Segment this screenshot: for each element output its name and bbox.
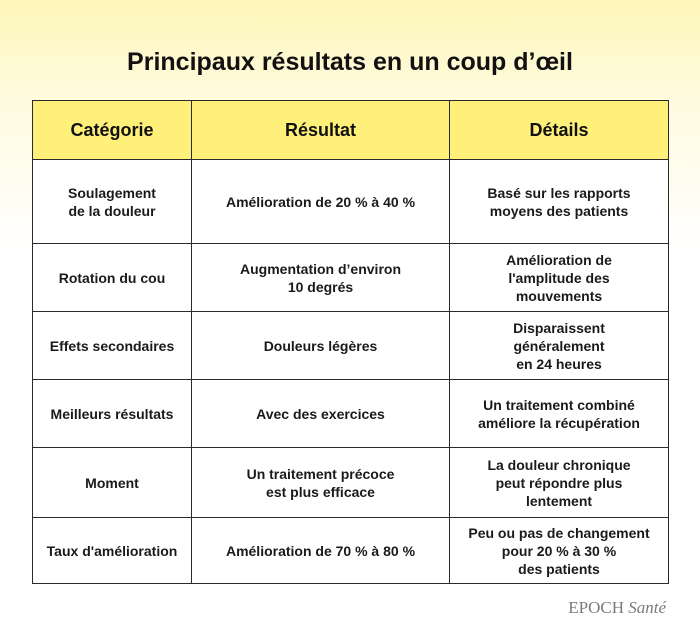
results-table bbox=[32, 100, 669, 584]
cell-details: Amélioration de l'amplitude des mouvements bbox=[450, 244, 669, 312]
credit-brand: EPOCH bbox=[568, 598, 624, 617]
cell-result: Amélioration de 70 % à 80 % bbox=[192, 518, 450, 584]
cell-details: La douleur chronique peut répondre plus lentement bbox=[450, 448, 669, 518]
cell-result: Avec des exercices bbox=[192, 380, 450, 448]
header-category: Catégorie bbox=[33, 101, 192, 160]
cell-category: Rotation du cou bbox=[33, 244, 192, 312]
cell-category: Meilleurs résultats bbox=[33, 380, 192, 448]
table-row bbox=[33, 244, 669, 312]
cell-category: Soulagement de la douleur bbox=[33, 160, 192, 244]
table-row bbox=[33, 518, 669, 584]
cell-result: Augmentation d’environ 10 degrés bbox=[192, 244, 450, 312]
source-credit bbox=[568, 598, 666, 618]
header-result: Résultat bbox=[192, 101, 450, 160]
cell-details: Basé sur les rapports moyens des patients bbox=[450, 160, 669, 244]
cell-result: Amélioration de 20 % à 40 % bbox=[192, 160, 450, 244]
cell-result: Douleurs légères bbox=[192, 312, 450, 380]
table-row bbox=[33, 380, 669, 448]
cell-category: Effets secondaires bbox=[33, 312, 192, 380]
cell-category: Moment bbox=[33, 448, 192, 518]
cell-details: Peu ou pas de changement pour 20 % à 30 % des patients bbox=[450, 518, 669, 584]
table-row bbox=[33, 160, 669, 244]
header-details: Détails bbox=[450, 101, 669, 160]
cell-category: Taux d'amélioration bbox=[33, 518, 192, 584]
cell-result: Un traitement précoce est plus efficace bbox=[192, 448, 450, 518]
cell-details: Disparaissent généralement en 24 heures bbox=[450, 312, 669, 380]
table-row bbox=[33, 448, 669, 518]
table-row bbox=[33, 312, 669, 380]
credit-section: Santé bbox=[628, 598, 666, 617]
cell-details: Un traitement combiné améliore la récupération bbox=[450, 380, 669, 448]
table-header-row bbox=[33, 101, 669, 160]
page-title: Principaux résultats en un coup d’œil bbox=[127, 48, 573, 76]
